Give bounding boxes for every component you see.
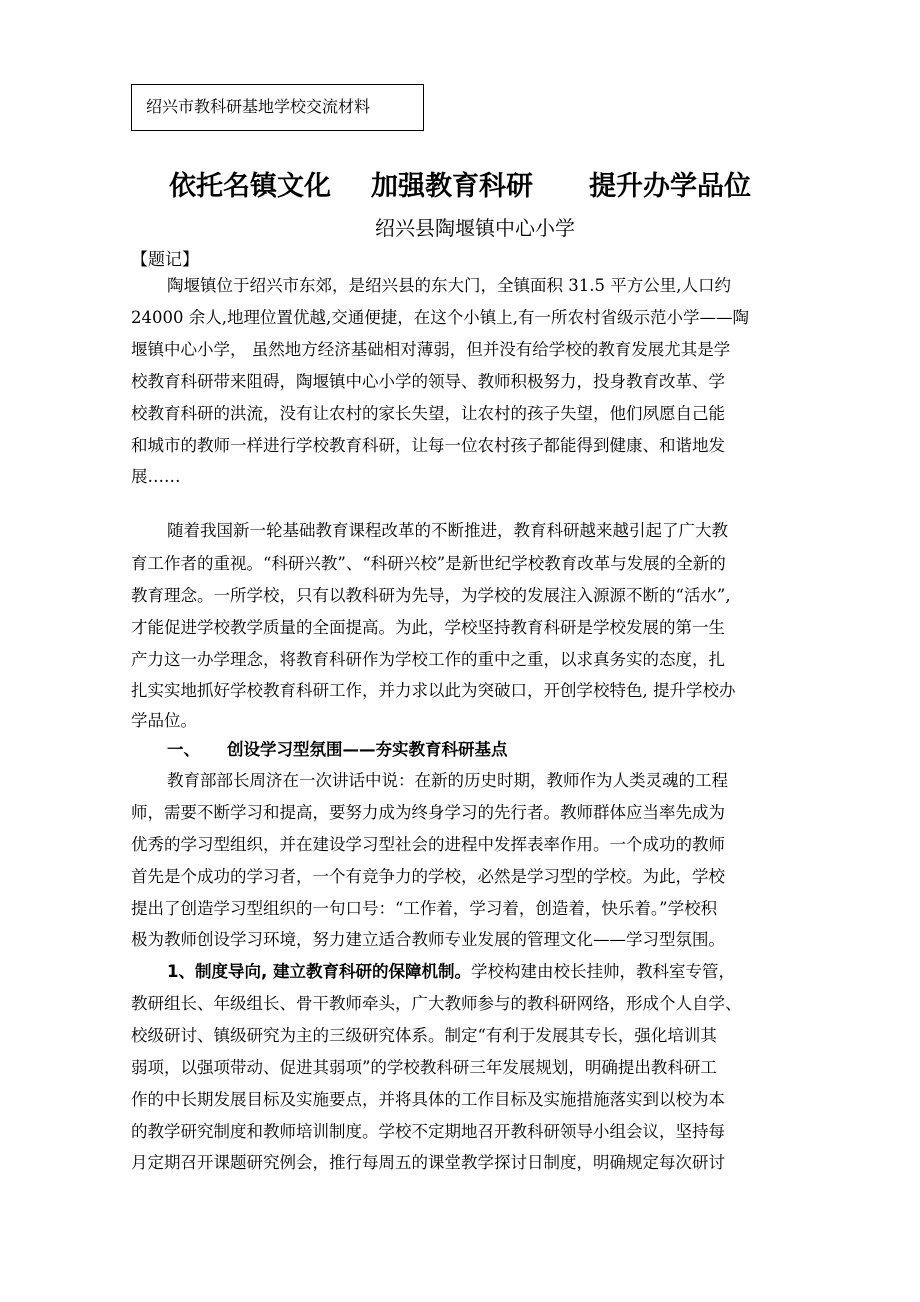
subsection-text: 学校构建由校长挂帅，教科室专管， (471, 962, 735, 981)
section-heading: 创设学习型氛围——夯实教育科研基点 (227, 740, 508, 759)
body-line: 作的中长期发展目标及实施要点，并将具体的工作目标及实施措施落实到以校为本 (131, 1090, 725, 1109)
body-line: 弱项，以强项带动、促进其弱项”的学校教科研三年发展规划，明确提出教科研工 (131, 1058, 717, 1077)
material-label-box: 绍兴市教科研基地学校交流材料 (131, 84, 424, 131)
document-title (0, 164, 920, 203)
body-line: 教育理念。一所学校，只有以教科研为先导，为学校的发展注入源源不断的“活水”, (131, 586, 731, 605)
title-part-3: 提升办学品位 (589, 171, 751, 202)
body-line: 育工作者的重视。“科研兴教”、“科研兴校”是新世纪学校教育改革与发展的全新的 (131, 554, 726, 573)
title-part-2: 加强教育科研 (371, 171, 533, 202)
intro-line: 24000 余人,地理位置优越,交通便捷，在这个小镇上,有一所农村省级示范小学——陶 (131, 308, 749, 327)
title-part-1: 依托名镇文化 (169, 171, 331, 202)
school-name: 绍兴县陶堰镇中心小学 (375, 216, 575, 240)
body-line: 的教学研究制度和教师培训制度。学校不定期地召开教科研领导小组会议，坚持每 (131, 1122, 725, 1141)
body-line: 教育部部长周济在一次讲话中说：在新的历史时期，教师作为人类灵魂的工程 (167, 771, 728, 790)
intro-line: 陶堰镇位于绍兴市东郊，是绍兴县的东大门，全镇面积 31.5 平方公里,人口约 (167, 276, 731, 295)
body-line: 优秀的学习型组织，并在建设学习型社会的进程中发挥表率作用。一个成功的教师 (131, 835, 725, 854)
body-line: 校级研讨、镇级研究为主的三级研究体系。制定“有利于发展其专长，强化培训其 (131, 1026, 717, 1045)
subsection-line (167, 964, 735, 981)
body-line: 极为教师创设学习环境，努力建立适合教师专业发展的管理文化——学习型氛围。 (131, 930, 725, 949)
intro-line: 堰镇中心小学， 虽然地方经济基础相对薄弱，但并没有给学校的教育发展尤其是学 (131, 340, 731, 359)
section-heading-number: 一、 (167, 740, 200, 759)
intro-line: 和城市的教师一样进行学校教育科研，让每一位农村孩子都能得到健康、和谐地发 (131, 436, 725, 455)
body-line: 产力这一办学理念，将教育科研作为学校工作的重中之重，以求真务实的态度，扎 (131, 650, 725, 669)
body-line: 首先是个成功的学习者，一个有竞争力的学校，必然是学习型的学校。为此，学校 (131, 867, 725, 886)
intro-line: 展…… (131, 467, 181, 486)
body-line: 扎实实地抓好学校教育科研工作，并力求以此为突破口，开创学校特色, 提升学校办 (131, 681, 736, 700)
intro-line: 校教育科研带来阻碍，陶堰镇中心小学的领导、教师积极努力，投身教育改革、学 (131, 372, 725, 391)
epigraph-label: 【题记】 (131, 250, 199, 270)
body-line: 才能促进学校教学质量的全面提高。为此，学校坚持教育科研是学校发展的第一生 (131, 618, 725, 637)
body-line: 提出了创造学习型组织的一句口号：“工作着，学习着，创造着，快乐着。”学校积 (131, 899, 718, 918)
body-line: 随着我国新一轮基础教育课程改革的不断推进，教育科研越来越引起了广大教 (167, 521, 728, 540)
body-line: 月定期召开课题研究例会，推行每周五的课堂教学探讨日制度，明确规定每次研讨 (131, 1153, 725, 1172)
body-line: 教研组长、年级组长、骨干教师牵头，广大教师参与的教科研网络，形成个人自学、 (131, 994, 742, 1013)
subsection-heading: 1、制度导向, 建立教育科研的保障机制。 (167, 962, 471, 981)
body-line: 师，需要不断学习和提高，要努力成为终身学习的先行者。教师群体应当率先成为 (131, 803, 725, 822)
intro-line: 校教育科研的洪流，没有让农村的家长失望，让农村的孩子失望，他们夙愿自己能 (131, 404, 725, 423)
body-line: 学品位。 (131, 711, 197, 730)
